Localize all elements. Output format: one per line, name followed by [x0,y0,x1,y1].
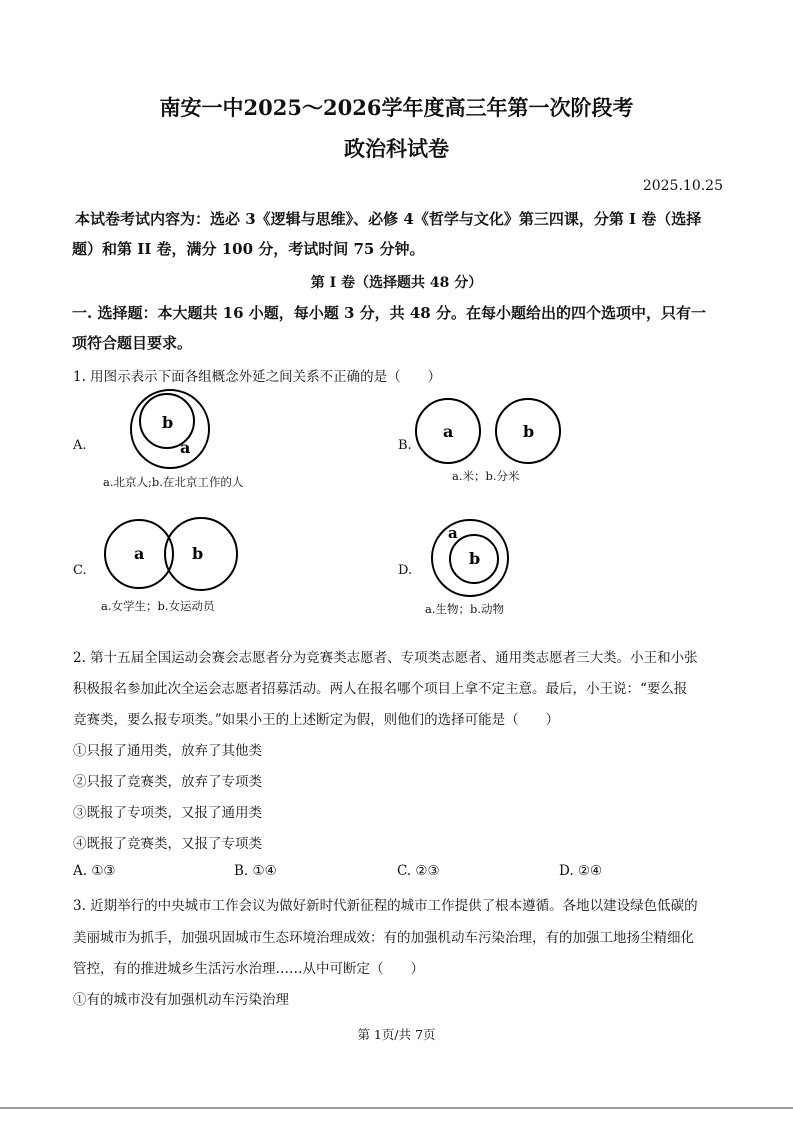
q2-item-2: ②只报了竞赛类，放弃了专项类 [73,774,262,790]
q3-stem-line-3: 管控，有的推进城乡生活污水治理……从中可断定（ ） [73,961,424,977]
intro-line-2: 题）和第 II 卷，满分 100 分，考试时间 75 分钟。 [72,240,425,258]
q2-item-3: ③既报了专项类，又报了通用类 [73,805,262,821]
q2-item-1: ①只报了通用类，放弃了其他类 [73,743,262,759]
q3-item-1: ①有的城市没有加强机动车污染治理 [73,992,289,1008]
q3-stem-line-1: 3. 近期举行的中央城市工作会议为做好新时代新征程的城市工作提供了根本遵循。各地以建设绿色低碳的 [73,898,698,914]
q1-option-a-diagram [128,388,212,470]
venn-inner-label: b [162,413,174,432]
venn-right-label: b [523,422,535,441]
q2-choice-b: B. ①④ [234,863,277,879]
q1-option-d-label: D. [398,563,413,578]
q1-option-a-caption: a.北京人;b.在北京工作的人 [103,475,244,489]
q1-option-b-diagram [414,396,562,466]
q1-stem: 1. 用图示表示下面各组概念外延之间关系不正确的是（ ） [73,369,442,385]
venn-right-label: b [192,544,204,563]
q2-item-4: ④既报了竞赛类，又报了专项类 [73,836,262,852]
venn-left-label: a [443,422,454,441]
q1-option-d-diagram [428,518,512,598]
q2-stem-line-2: 积极报名参加此次全运会志愿者招募活动。两人在报名哪个项目上拿不定主意。最后，小王说：“要么报 [73,681,688,697]
section-heading-line-1: 一. 选择题：本大题共 16 小题，每小题 3 分，共 48 分。在每小题给出的四个选项中，只有一 [72,304,706,322]
q1-option-d-caption: a.生物；b.动物 [425,602,505,616]
exam-title: 南安一中2025～2026学年度高三年第一次阶段考 [159,95,634,120]
exam-subtitle: 政治科试卷 [344,136,449,161]
section-heading-line-2: 项符合题目要求。 [72,334,193,352]
q2-stem-line-3: 竞赛类，要么报专项类。”如果小王的上述断定为假，则他们的选择可能是（ ） [73,712,560,728]
venn-outer-label: a [448,524,458,542]
q2-choice-c: C. ②③ [397,863,440,879]
q2-choice-d: D. ②④ [559,863,603,879]
q2-stem-line-1: 2. 第十五届全国运动会赛会志愿者分为竞赛类志愿者、专项类志愿者、通用类志愿者三大类。小王和小张 [73,650,698,666]
q1-option-c-diagram [103,517,243,591]
venn-outer-label: a [180,438,191,457]
q1-option-c-label: C. [73,563,87,578]
exam-date: 2025.10.25 [642,178,723,194]
q3-stem-line-2: 美丽城市为抓手，加强巩固城市生态环境治理成效：有的加强机动车污染治理，有的加强工地扬尘精细化 [73,930,694,946]
intro-line-1: 本试卷考试内容为：选必 3《逻辑与思维》、必修 4《哲学与文化》第三四课，分第 I 卷（选择 [75,210,702,228]
section-title: 第 I 卷（选择题共 48 分） [310,275,483,291]
q2-choice-a: A. ①③ [73,863,116,879]
q1-option-c-caption: a.女学生；b.女运动员 [101,599,215,613]
page-bottom-border [0,1107,793,1109]
venn-inner-label: b [469,549,481,568]
venn-left-label: a [134,544,145,563]
page-number: 第 1页/共 7页 [357,1027,436,1042]
q1-option-a-label: A. [73,438,87,453]
q1-option-b-caption: a.米；b.分米 [452,469,520,483]
q1-option-b-label: B. [398,438,412,453]
